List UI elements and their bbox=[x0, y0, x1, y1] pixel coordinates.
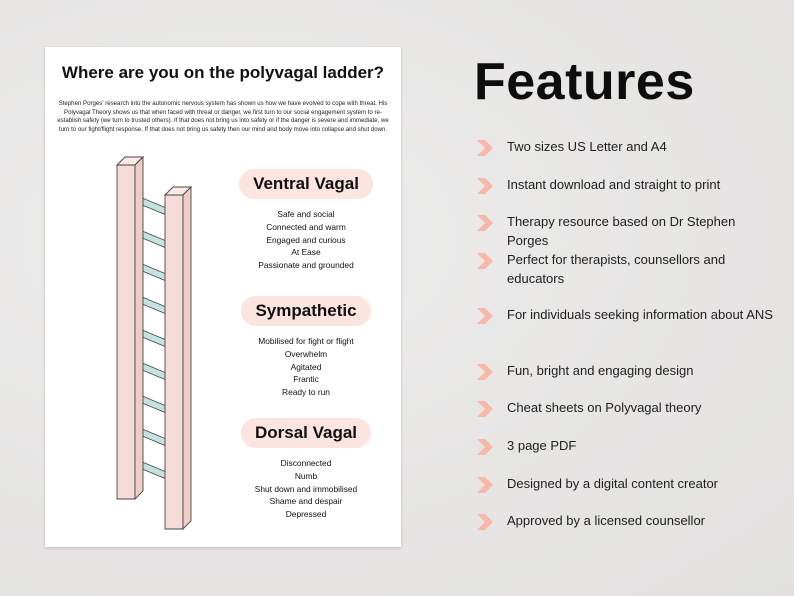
zone-item: Frantic bbox=[293, 374, 319, 385]
zone-item: Safe and social bbox=[277, 209, 335, 219]
feature-text: Instant download and straight to print bbox=[507, 177, 721, 192]
zone-sympathetic bbox=[227, 296, 385, 399]
feature-item bbox=[476, 399, 776, 418]
feature-item bbox=[476, 512, 776, 531]
feature-item bbox=[476, 251, 776, 288]
feature-item bbox=[476, 437, 776, 456]
worksheet-intro: Stephen Porges' research into the autonomic nervous system has shown us how we have evolved to cope with threat. His Polyvagal Theory shows us that when faced with threat or danger, we first turn to our social engagement system to re-establish safety (we turn to trusted others). If that does not bring us into safety or if the danger is severe and immediate, we turn to our fight/flight response. If that does not bring us safety then our mind and body move into collapse and shut down. bbox=[57, 100, 389, 133]
chevron-right-icon bbox=[476, 178, 493, 194]
chevron-right-icon bbox=[476, 364, 493, 380]
zone-item: Connected and warm bbox=[266, 221, 346, 232]
chevron-right-icon bbox=[476, 140, 493, 156]
zone-item: At Ease bbox=[291, 247, 321, 258]
feature-text: Perfect for therapists, counsellors and educators bbox=[507, 252, 726, 286]
feature-item bbox=[476, 475, 776, 494]
worksheet-title: Where are you on the polyvagal ladder? bbox=[61, 63, 385, 82]
zone-item: Depressed bbox=[285, 509, 327, 520]
zone-title: Ventral Vagal bbox=[239, 169, 373, 199]
chevron-right-icon bbox=[476, 439, 493, 455]
zone-title: Sympathetic bbox=[241, 296, 370, 326]
zone-ventral-vagal bbox=[227, 169, 385, 272]
feature-text: Two sizes US Letter and A4 bbox=[507, 139, 667, 154]
feature-item bbox=[476, 176, 776, 195]
zone-item: Agitated bbox=[290, 361, 322, 372]
zone-item: Passionate and grounded bbox=[258, 260, 354, 271]
feature-item bbox=[476, 138, 776, 157]
zone-item: Ready to run bbox=[282, 387, 330, 398]
zone-item: Overwhelm bbox=[284, 348, 328, 359]
feature-text: Designed by a digital content creator bbox=[507, 476, 719, 491]
zone-item: Shame and despair bbox=[269, 496, 343, 507]
feature-text: Fun, bright and engaging design bbox=[507, 363, 694, 378]
zone-items bbox=[227, 457, 385, 521]
feature-item bbox=[476, 213, 776, 250]
feature-text: Cheat sheets on Polyvagal theory bbox=[507, 400, 702, 415]
chevron-right-icon bbox=[476, 477, 493, 493]
zone-item: Disconnected bbox=[280, 458, 332, 468]
feature-text: 3 page PDF bbox=[507, 438, 577, 453]
zone-items bbox=[227, 335, 385, 399]
ladder-left-rail bbox=[117, 157, 143, 499]
chevron-right-icon bbox=[476, 514, 493, 530]
chevron-right-icon bbox=[476, 401, 493, 417]
feature-text: Approved by a licensed counsellor bbox=[507, 513, 706, 528]
feature-text: Therapy resource based on Dr Stephen Porges bbox=[507, 214, 736, 248]
zone-title: Dorsal Vagal bbox=[241, 418, 371, 448]
zone-item: Numb bbox=[294, 470, 318, 481]
ladder-right-rail bbox=[165, 187, 191, 529]
zone-items bbox=[227, 208, 385, 272]
feature-item bbox=[476, 306, 776, 325]
worksheet-preview bbox=[45, 47, 401, 547]
chevron-right-icon bbox=[476, 253, 493, 269]
zone-item: Shut down and immobilised bbox=[254, 483, 358, 494]
chevron-right-icon bbox=[476, 215, 493, 231]
zone-item: Engaged and curious bbox=[266, 234, 346, 245]
zone-dorsal-vagal bbox=[227, 418, 385, 521]
chevron-right-icon bbox=[476, 308, 493, 324]
features-heading: Features bbox=[474, 53, 695, 111]
zone-item: Mobilised for fight or flight bbox=[258, 336, 354, 346]
feature-text: For individuals seeking information about ANS bbox=[507, 307, 773, 322]
feature-item bbox=[476, 362, 776, 381]
